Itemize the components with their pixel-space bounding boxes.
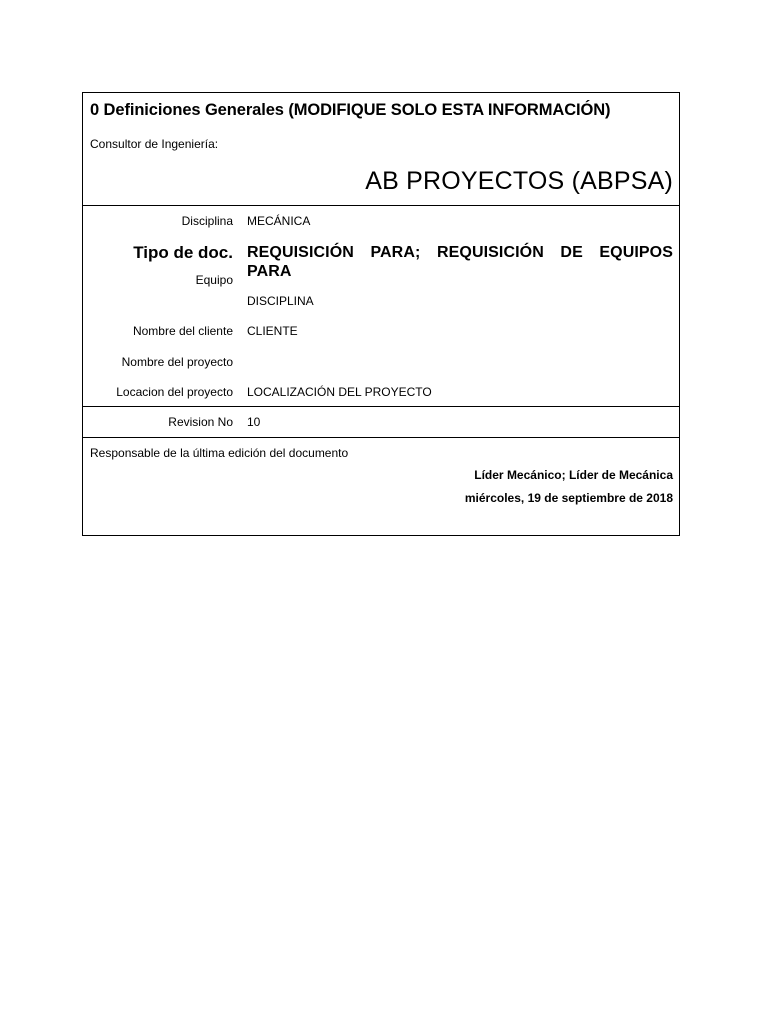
cliente-value[interactable]: CLIENTE [247,324,298,338]
equipo-value[interactable]: DISCIPLINA [247,294,314,308]
disciplina-value[interactable]: MECÁNICA [247,214,311,228]
responsible-name[interactable]: Líder Mecánico; Líder de Mecánica [474,468,673,482]
tipo-doc-value[interactable]: REQUISICIÓN PARA; REQUISICIÓN DE EQUIPOS PARA [247,244,673,280]
general-definitions-sheet [82,92,680,536]
disciplina-label: Disciplina [181,214,233,228]
sheet-title: 0 Definiciones Generales (MODIFIQUE SOLO ESTA INFORMACIÓN) [90,101,611,119]
equipo-label: Equipo [195,273,233,287]
locacion-value[interactable]: LOCALIZACIÓN DEL PROYECTO [247,385,432,399]
revision-label: Revision No [168,415,233,429]
cliente-label: Nombre del cliente [132,324,233,338]
header-section [83,93,679,206]
locacion-label: Locacion del proyecto [116,385,233,399]
tipo-doc-label: Tipo de doc. [133,243,233,262]
responsible-label: Responsable de la última edición del documento [90,446,349,460]
revision-value[interactable]: 10 [247,415,261,429]
fields-section [83,206,679,407]
proyecto-label: Nombre del proyecto [121,355,233,369]
revision-section [83,407,679,438]
consultant-label: Consultor de Ingeniería: [90,137,219,151]
consultant-value[interactable]: AB PROYECTOS (ABPSA) [365,167,673,195]
responsible-section [83,438,679,535]
responsible-date[interactable]: miércoles, 19 de septiembre de 2018 [464,491,673,505]
